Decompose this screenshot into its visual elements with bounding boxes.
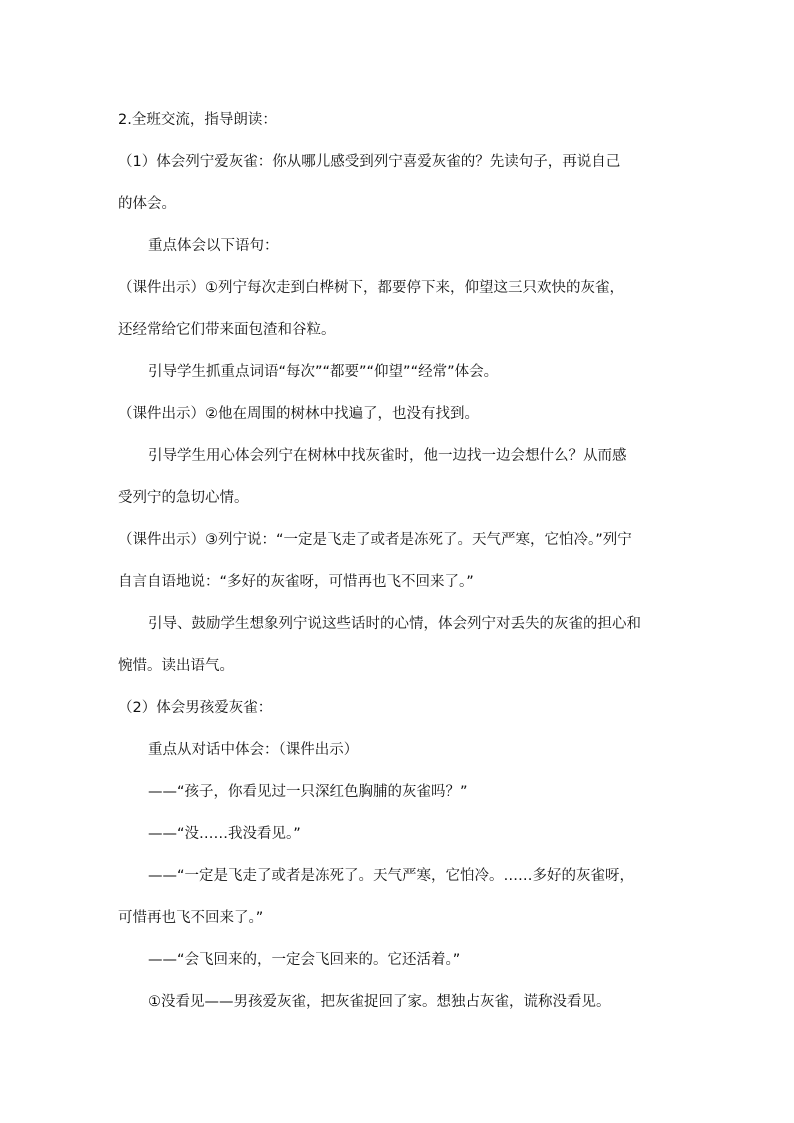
paragraph-line: （1）体会列宁爱灰雀：你从哪儿感受到列宁喜爱灰雀的？先读句子，再说自己 <box>118 154 621 170</box>
paragraph-line: 重点体会以下语句： <box>148 238 279 254</box>
heading-step-2: 2.全班交流，指导朗读： <box>118 112 277 128</box>
paragraph-line: 惋惜。读出语气。 <box>118 658 234 674</box>
paragraph-line: 还经常给它们带来面包渣和谷粒。 <box>118 322 336 338</box>
paragraph-line: ①没看见——男孩爱灰雀，把灰雀捉回了家。想独占灰雀，谎称没看见。 <box>148 994 611 1010</box>
paragraph-line: 引导学生抓重点词语“每次”“都要”“仰望”“经常”体会。 <box>148 364 499 380</box>
paragraph-line: 自言自语地说：“多好的灰雀呀，可惜再也飞不回来了。” <box>118 574 474 590</box>
dialogue-line: ——“没……我没看见。” <box>148 826 301 842</box>
paragraph-line: （课件出示）①列宁每次走到白桦树下，都要停下来，仰望这三只欢快的灰雀， <box>118 280 624 296</box>
paragraph-line: （课件出示）③列宁说：“一定是飞走了或者是冻死了。天气严寒，它怕冷。”列宁 <box>118 532 632 548</box>
paragraph-line: （课件出示）②他在周围的树林中找遍了，也没有找到。 <box>118 406 479 422</box>
dialogue-line: ——“孩子，你看见过一只深红色胸脯的灰雀吗？” <box>148 784 468 800</box>
paragraph-line: 重点从对话中体会：（课件出示） <box>148 742 359 758</box>
dialogue-line: ——“一定是飞走了或者是冻死了。天气严寒，它怕冷。……多好的灰雀呀， <box>148 868 635 884</box>
paragraph-line: 受列宁的急切心情。 <box>118 490 249 506</box>
dialogue-line: 可惜再也飞不回来了。” <box>118 910 264 926</box>
subheading-boy: （2）体会男孩爱灰雀： <box>118 700 273 716</box>
paragraph-line: 引导学生用心体会列宁在树林中找灰雀时，他一边找一边会想什么？从而感 <box>148 448 627 464</box>
paragraph-line: 的体会。 <box>118 196 176 212</box>
dialogue-line: ——“会飞回来的，一定会飞回来的。它还活着。” <box>148 952 461 968</box>
paragraph-line: 引导、鼓励学生想象列宁说这些话时的心情，体会列宁对丢失的灰雀的担心和 <box>148 616 641 632</box>
